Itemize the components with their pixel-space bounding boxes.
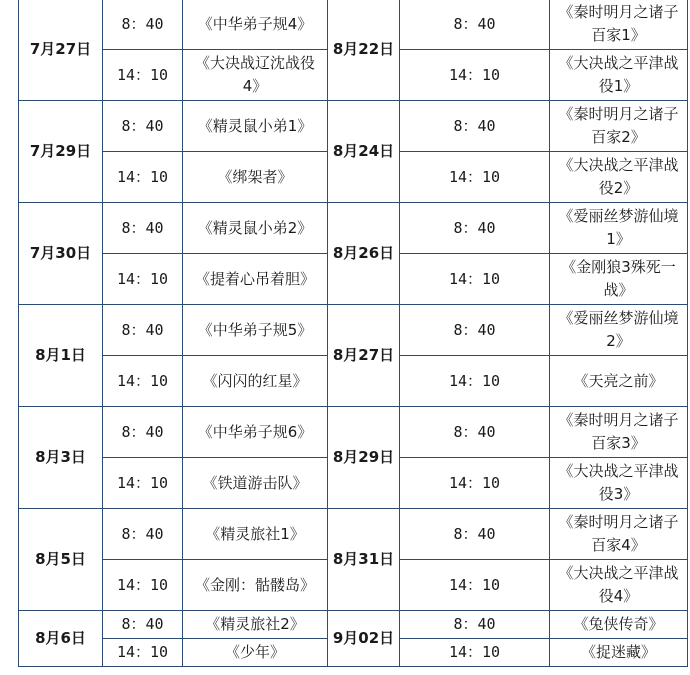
- left-time-cell: 14：10: [103, 254, 183, 305]
- right-time-cell: 14：10: [400, 356, 550, 407]
- right-date-cell: 8月26日: [328, 203, 400, 305]
- left-date-cell: 8月6日: [19, 611, 103, 667]
- left-title-cell: 《提着心吊着胆》: [183, 254, 328, 305]
- schedule-body: [19, 0, 688, 667]
- left-time-cell: 14：10: [103, 639, 183, 667]
- right-date-cell: 8月24日: [328, 101, 400, 203]
- right-title-cell: 《金刚狼3殊死一战》: [550, 254, 688, 305]
- right-title-cell: 《爱丽丝梦游仙境2》: [550, 305, 688, 356]
- left-date-cell: 7月27日: [19, 0, 103, 101]
- left-title-cell: 《金刚：骷髅岛》: [183, 560, 328, 611]
- table-row: [19, 101, 688, 152]
- right-date-cell: 8月29日: [328, 407, 400, 509]
- left-title-cell: 《少年》: [183, 639, 328, 667]
- right-date-cell: 9月02日: [328, 611, 400, 667]
- left-title-cell: 《铁道游击队》: [183, 458, 328, 509]
- left-time-cell: 8：40: [103, 203, 183, 254]
- left-title-cell: 《绑架者》: [183, 152, 328, 203]
- right-title-cell: 《爱丽丝梦游仙境1》: [550, 203, 688, 254]
- right-title-cell: 《捉迷藏》: [550, 639, 688, 667]
- schedule-table: [18, 0, 688, 667]
- right-time-cell: 14：10: [400, 152, 550, 203]
- left-title-cell: 《精灵旅社1》: [183, 509, 328, 560]
- left-time-cell: 8：40: [103, 0, 183, 50]
- left-time-cell: 14：10: [103, 152, 183, 203]
- right-time-cell: 8：40: [400, 203, 550, 254]
- right-date-cell: 8月27日: [328, 305, 400, 407]
- left-time-cell: 8：40: [103, 305, 183, 356]
- right-title-cell: 《秦时明月之诸子百家3》: [550, 407, 688, 458]
- left-time-cell: 8：40: [103, 101, 183, 152]
- right-time-cell: 14：10: [400, 639, 550, 667]
- table-row: [19, 0, 688, 50]
- left-title-cell: 《大决战辽沈战役4》: [183, 50, 328, 101]
- left-title-cell: 《精灵鼠小弟2》: [183, 203, 328, 254]
- left-date-cell: 8月1日: [19, 305, 103, 407]
- left-time-cell: 8：40: [103, 407, 183, 458]
- right-title-cell: 《大决战之平津战役4》: [550, 560, 688, 611]
- table-row: [19, 611, 688, 639]
- right-time-cell: 14：10: [400, 560, 550, 611]
- left-title-cell: 《闪闪的红星》: [183, 356, 328, 407]
- left-date-cell: 7月29日: [19, 101, 103, 203]
- left-time-cell: 14：10: [103, 50, 183, 101]
- right-title-cell: 《秦时明月之诸子百家2》: [550, 101, 688, 152]
- left-time-cell: 8：40: [103, 611, 183, 639]
- left-time-cell: 14：10: [103, 356, 183, 407]
- right-time-cell: 14：10: [400, 458, 550, 509]
- right-time-cell: 14：10: [400, 254, 550, 305]
- left-title-cell: 《中华弟子规5》: [183, 305, 328, 356]
- left-title-cell: 《精灵旅社2》: [183, 611, 328, 639]
- right-title-cell: 《天亮之前》: [550, 356, 688, 407]
- left-date-cell: 8月3日: [19, 407, 103, 509]
- table-row: [19, 509, 688, 560]
- left-time-cell: 8：40: [103, 509, 183, 560]
- left-title-cell: 《中华弟子规6》: [183, 407, 328, 458]
- left-title-cell: 《中华弟子规4》: [183, 0, 328, 50]
- right-title-cell: 《大决战之平津战役3》: [550, 458, 688, 509]
- right-title-cell: 《秦时明月之诸子百家4》: [550, 509, 688, 560]
- right-time-cell: 14：10: [400, 50, 550, 101]
- left-time-cell: 14：10: [103, 458, 183, 509]
- right-time-cell: 8：40: [400, 0, 550, 50]
- left-date-cell: 8月5日: [19, 509, 103, 611]
- right-title-cell: 《大决战之平津战役2》: [550, 152, 688, 203]
- right-time-cell: 8：40: [400, 101, 550, 152]
- right-title-cell: 《兔侠传奇》: [550, 611, 688, 639]
- right-time-cell: 8：40: [400, 407, 550, 458]
- table-row: [19, 407, 688, 458]
- left-time-cell: 14：10: [103, 560, 183, 611]
- right-title-cell: 《大决战之平津战役1》: [550, 50, 688, 101]
- left-date-cell: 7月30日: [19, 203, 103, 305]
- table-row: [19, 203, 688, 254]
- right-time-cell: 8：40: [400, 611, 550, 639]
- table-row: [19, 305, 688, 356]
- left-title-cell: 《精灵鼠小弟1》: [183, 101, 328, 152]
- right-date-cell: 8月22日: [328, 0, 400, 101]
- right-title-cell: 《秦时明月之诸子百家1》: [550, 0, 688, 50]
- right-date-cell: 8月31日: [328, 509, 400, 611]
- right-time-cell: 8：40: [400, 509, 550, 560]
- right-time-cell: 8：40: [400, 305, 550, 356]
